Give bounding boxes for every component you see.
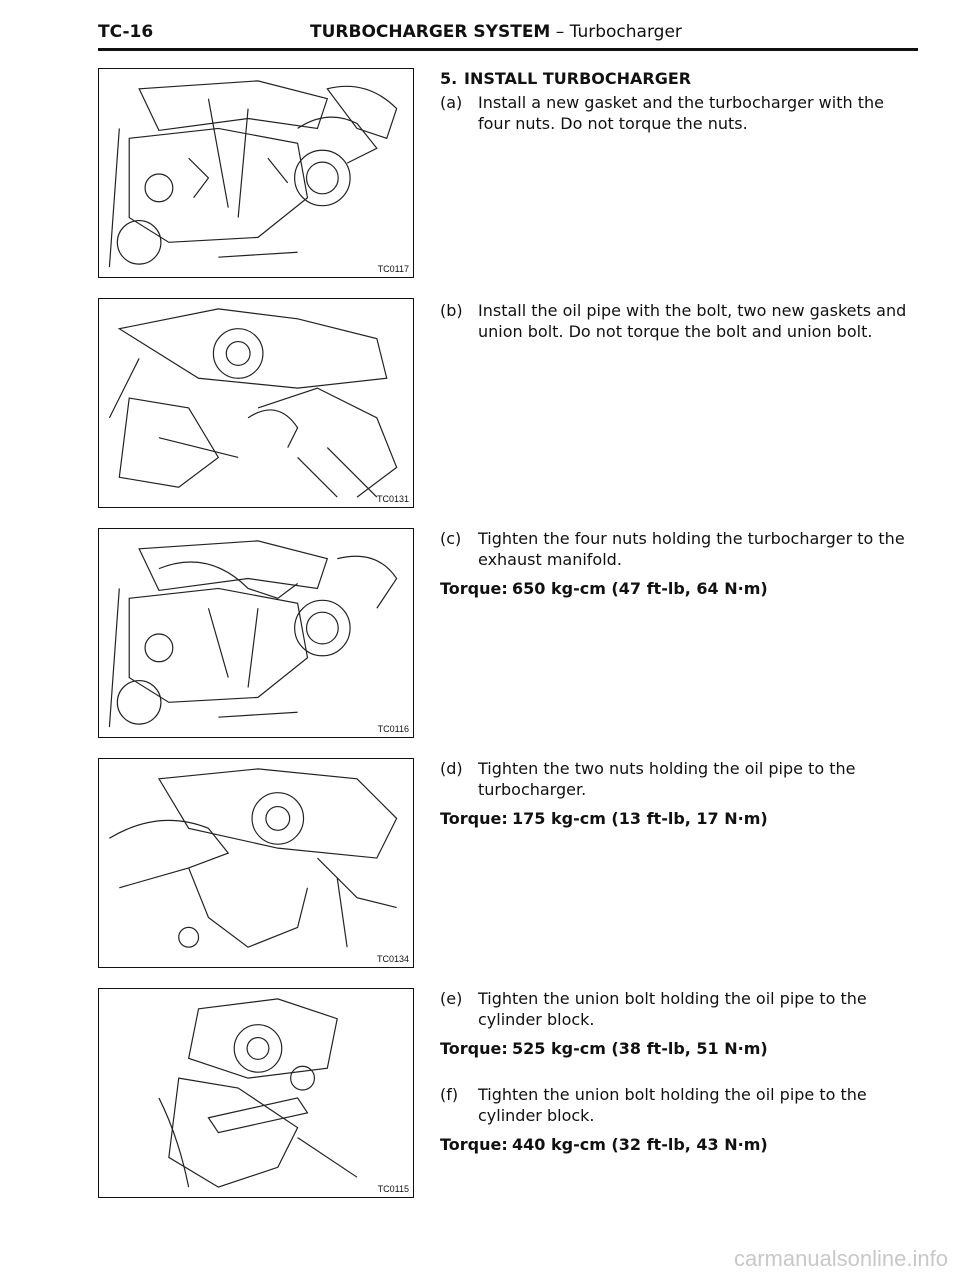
figure-code: TC0117 xyxy=(377,264,409,274)
figure-tc0134 xyxy=(98,758,414,968)
instruction-b xyxy=(440,300,920,342)
page-header xyxy=(98,22,918,50)
watermark: carmanualsonline.info xyxy=(733,1246,948,1271)
engine-illustration-install-turbo xyxy=(99,69,413,277)
torque-label: Torque: xyxy=(440,1135,508,1154)
torque-label: Torque: xyxy=(440,579,508,598)
item-label: (b) xyxy=(440,301,463,320)
torque-value: 175 kg-cm (13 ft-lb, 17 N·m) xyxy=(512,809,768,828)
subsection-title: – Turbocharger xyxy=(550,22,682,42)
figure-code: TC0131 xyxy=(376,494,409,504)
item-label: (e) xyxy=(440,989,463,1008)
header-rule xyxy=(98,48,918,51)
instruction-f xyxy=(440,1084,920,1155)
item-text: Install a new gasket and the turbocharger with the four nuts. Do not torque the nuts. xyxy=(478,93,884,133)
torque-spec xyxy=(440,578,920,599)
item-label: (c) xyxy=(440,529,462,548)
item-label: (a) xyxy=(440,93,463,112)
figure-tc0117 xyxy=(98,68,414,278)
item-label: (f) xyxy=(440,1085,459,1104)
step-number: 5. xyxy=(440,69,458,88)
torque-spec xyxy=(440,1038,920,1059)
instruction-a xyxy=(440,92,920,134)
engine-illustration-oil-pipe-nuts xyxy=(99,759,413,967)
page-number: TC-16 xyxy=(98,22,154,42)
torque-value: 440 kg-cm (32 ft-lb, 43 N·m) xyxy=(512,1135,768,1154)
figure-code: TC0115 xyxy=(377,1184,409,1194)
item-label: (d) xyxy=(440,759,463,778)
step-title: INSTALL TURBOCHARGER xyxy=(464,69,692,88)
page-title xyxy=(310,22,682,42)
torque-spec xyxy=(440,808,920,829)
engine-illustration-union-bolt xyxy=(99,989,413,1197)
torque-label: Torque: xyxy=(440,809,508,828)
item-text: Install the oil pipe with the bolt, two new gaskets and union bolt. Do not torque the bolt and union bolt. xyxy=(478,301,907,341)
instruction-e xyxy=(440,988,920,1059)
torque-value: 525 kg-cm (38 ft-lb, 51 N·m) xyxy=(512,1039,768,1058)
torque-value: 650 kg-cm (47 ft-lb, 64 N·m) xyxy=(512,579,768,598)
step-heading xyxy=(440,68,920,89)
instruction-d xyxy=(440,758,920,829)
figure-tc0115 xyxy=(98,988,414,1198)
torque-label: Torque: xyxy=(440,1039,508,1058)
engine-illustration-oil-pipe xyxy=(99,299,413,507)
item-text: Tighten the union bolt holding the oil pipe to the cylinder block. xyxy=(478,1085,867,1125)
section-title: TURBOCHARGER SYSTEM xyxy=(310,22,551,42)
figure-tc0116 xyxy=(98,528,414,738)
figure-code: TC0116 xyxy=(377,724,409,734)
figure-code: TC0134 xyxy=(376,954,409,964)
figure-tc0131 xyxy=(98,298,414,508)
item-text: Tighten the union bolt holding the oil pipe to the cylinder block. xyxy=(478,989,867,1029)
item-text: Tighten the two nuts holding the oil pipe to the turbocharger. xyxy=(478,759,856,799)
torque-spec xyxy=(440,1134,920,1155)
engine-illustration-tighten-nuts xyxy=(99,529,413,737)
instruction-c xyxy=(440,528,920,599)
item-text: Tighten the four nuts holding the turbocharger to the exhaust manifold. xyxy=(478,529,905,569)
